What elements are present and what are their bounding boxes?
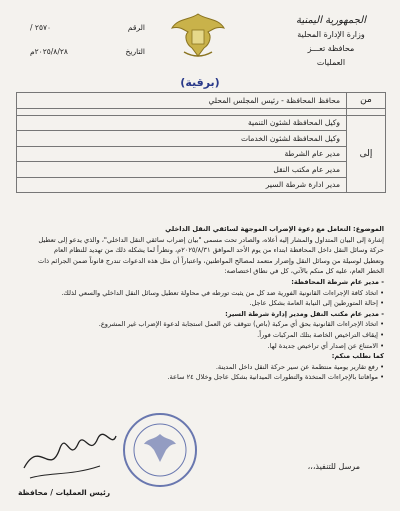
- body-line: كما نطلب منكم:: [331, 352, 384, 361]
- body-line: - مدير عام شرطة المحافظة:: [291, 277, 384, 286]
- ref-value: ٢٥٧٠ /: [30, 23, 52, 32]
- ref-label: الرقم: [127, 23, 145, 32]
- recipient: وكيل المحافظة لشئون التنمية: [17, 115, 347, 131]
- date-value: ٢٠٢٥/٨/٢٨م: [30, 47, 68, 56]
- body-line: وتعطيل لوسيلة من وسائل النقل وإضرار متعمد لمصالح المواطنين، واعتباراً أن مثل هذه الدعوات تندرج قانوناً ضمن الجرائم ذات: [38, 256, 384, 265]
- eagle-emblem-icon: [170, 10, 226, 60]
- body-line: • اتخاذ الإجراءات القانونية بحق أي مركبة (باص) تتوقف عن العمل استجابة لدعوة الإضراب غير المشروع.: [98, 320, 384, 329]
- ministry-name: وزارة الإدارة المحلية: [297, 30, 365, 39]
- body-line: الخطر العام، عليه كل منكم بالآتي، كل في نطاق اختصاصه:: [224, 267, 384, 276]
- republic-name: الجمهورية اليمنية: [295, 15, 366, 26]
- department-name: العمليات: [316, 58, 346, 67]
- recipient: مدير ادارة شرطة السير: [17, 177, 347, 193]
- body-line: • موافاتنا بالإجراءات المتخذة والتطورات الميدانية بشكل عاجل وخلال ٢٤ ساعة.: [167, 373, 384, 382]
- issuer-block: [276, 14, 386, 70]
- body-line: • اتخاذ كافة الإجراءات القانونية الفورية ضد كل من يثبت تورطه في محاولة تعطيل وسائل النقل الداخلي والسعي لذلك.: [61, 288, 384, 297]
- body-line: حركة وسائل النقل داخل المحافظة ابتداء من يوم الأحد الموافق ٢٠٢٥/٨/٣١م، ونظراً لما يشكله ذلك من تهديد للنظام العام: [53, 246, 384, 255]
- recipient-row: [17, 162, 386, 178]
- to-label: إلى: [347, 115, 386, 193]
- recipient: وكيل المحافظة لشئون الخدمات: [17, 131, 347, 147]
- recipient: مدير عام الشرطة: [17, 146, 347, 162]
- body-line: • رفع تقارير يومية منتظمة عن سير حركة النقل داخل المدينة.: [215, 362, 384, 371]
- official-stamp-icon: [120, 410, 200, 490]
- body-line: • إحالة المتورطين إلى النيابة العامة بشكل عاجل.: [249, 299, 384, 308]
- recipient-row: [17, 146, 386, 162]
- recipient: مدير عام مكتب النقل: [17, 162, 347, 178]
- from-label: من: [347, 93, 386, 109]
- body-text: [16, 224, 384, 383]
- body-line: • إيقاف التراخيص الخاصة بتلك المركبات فوراً.: [257, 330, 384, 339]
- routing-table: [16, 92, 386, 193]
- signature-icon: [20, 418, 120, 488]
- recipient-row: [17, 115, 386, 131]
- governorate-name: محافظة تعـــز: [307, 44, 355, 53]
- signatory-title: رئيس العمليات / محافظة: [18, 488, 111, 497]
- closing-remark: مرسل للتنفيذ،،،: [307, 462, 360, 471]
- recipient-row: [17, 131, 386, 147]
- document-title: (برقية): [180, 76, 220, 89]
- body-line: إشارة إلى البيان المتداول والمشار إليه أعلاه، والصادر تحت مسمى "بيان إضراب سائقي النقل الداخلي"، والذي يدعو إلى تعطيل: [38, 235, 384, 244]
- body-line: • الامتناع عن إصدار أي تراخيص جديدة لها.: [267, 341, 384, 350]
- reference-block: [30, 16, 145, 64]
- body-line: - مدير عام مكتب النقل ومدير إدارة شرطة السير:: [225, 309, 384, 318]
- from-row: [17, 93, 386, 109]
- body-line: الموضوع: التعامل مع دعوة الإضراب الموجهة لسائقي النقل الداخلي: [165, 225, 384, 233]
- date-label: التاريخ: [125, 47, 145, 56]
- recipient-row: [17, 177, 386, 193]
- from-value: محافظ المحافظة - رئيس المجلس المحلي: [17, 93, 347, 109]
